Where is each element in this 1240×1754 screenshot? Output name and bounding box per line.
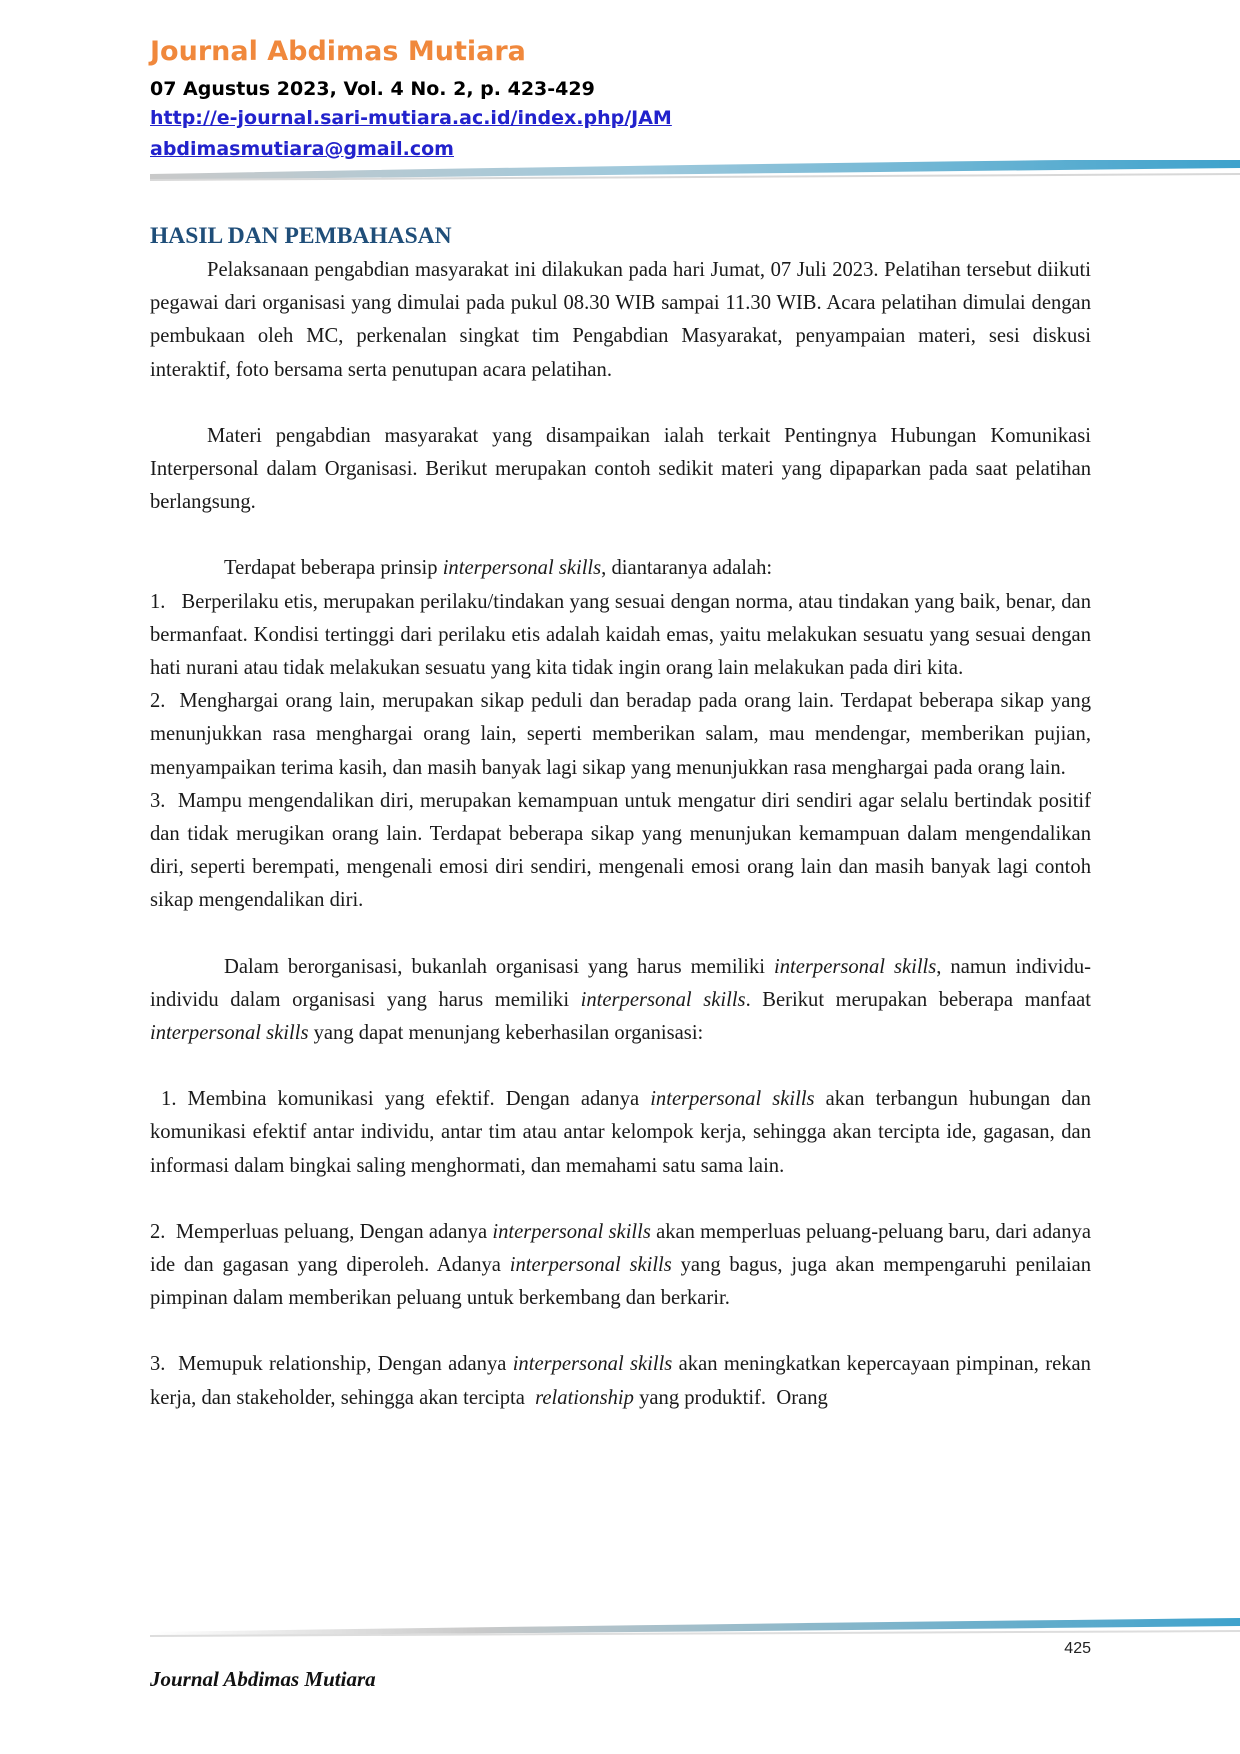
list-item: 3. Mampu mengendalikan diri, merupakan kemampuan untuk mengatur diri sendiri agar selalu bertindak positif dan tidak merugikan orang lain. Terdapat beberapa sikap yang menunjukan kemampuan dalam mengendalikan diri, seperti berempati, mengenali emosi diri sendiri, mengenali emosi orang lain dan masih banyak lagi contoh sikap mengendalikan diri. bbox=[150, 789, 1091, 912]
footer-journal-title: Journal Abdimas Mutiara bbox=[150, 1667, 376, 1691]
section-heading: HASIL DAN PEMBAHASAN bbox=[150, 223, 452, 249]
list-item: 3. Memupuk relationship, Dengan adanya interpersonal skills akan meningkatkan kepercayaan pimpinan, rekan kerja, dan stakeholder, sehingga akan tercipta relationship yang produktif. Orang bbox=[150, 1353, 1091, 1409]
paragraph: Terdapat beberapa prinsip interpersonal skills, diantaranya adalah: bbox=[224, 557, 773, 580]
header-divider bbox=[150, 160, 1240, 184]
footer-divider bbox=[150, 1616, 1240, 1640]
journal-title: Journal Abdimas Mutiara bbox=[150, 36, 526, 67]
list-item: 2. Memperluas peluang, Dengan adanya interpersonal skills akan memperluas peluang-peluang baru, dari adanya ide dan gagasan yang diperoleh. Adanya interpersonal skills yang bagus, juga akan mempengaruhi penilaian pimpinan dalam memberikan peluang untuk berkembang dan berkarir. bbox=[150, 1220, 1092, 1310]
article-body bbox=[150, 218, 1091, 1415]
paragraph: Materi pengabdian masyarakat yang disampaikan ialah terkait Pentingnya Hubungan Komunikasi Interpersonal dalam Organisasi. Berikut merupakan contoh sedikit materi yang dipaparkan pada saat pelatihan berlangsung. bbox=[150, 424, 1091, 514]
issue-info: 07 Agustus 2023, Vol. 4 No. 2, p. 423-429 bbox=[150, 78, 595, 100]
paragraph: Pelaksanaan pengabdian masyarakat ini dilakukan pada hari Jumat, 07 Juli 2023. Pelatihan tersebut diikuti pegawai dari organisasi yang dimulai pada pukul 08.30 WIB sampai 11.30 WIB. Acara pelatihan dimulai dengan pembukaan oleh MC, perkenalan singkat tim Pengabdian Masyarakat, penyampaian materi, sesi diskusi interaktif, foto bersama serta penutupan acara pelatihan. bbox=[150, 259, 1091, 381]
list-item: 1. Membina komunikasi yang efektif. Dengan adanya interpersonal skills akan terbangun hubungan dan komunikasi efektif antar individu, antar tim atau antar kelompok kerja, sehingga akan tercipta ide, gagasan, dan informasi dalam bingkai saling menghormati, dan memahami satu sama lain. bbox=[150, 1088, 1091, 1177]
page-number: 425 bbox=[1064, 1640, 1091, 1657]
list-item: 1. Berperilaku etis, merupakan perilaku/tindakan yang sesuai dengan norma, atau tindakan yang baik, benar, dan bermanfaat. Kondisi tertinggi dari perilaku etis adalah kaidah emas, yaitu melakukan sesuatu yang sesuai dengan hati nurani atau tidak melakukan sesuatu yang kita tidak ingin orang lain melakukan pada diri kita. bbox=[150, 590, 1091, 680]
list-item: 2. Menghargai orang lain, merupakan sikap peduli dan beradap pada orang lain. Terdapat beberapa sikap yang menunjukkan rasa menghargai orang lain, seperti memberikan salam, mau mendengar, memberikan pujian, menyampaikan terima kasih, dan masih banyak lagi sikap yang menunjukkan rasa menghargai pada orang lain. bbox=[150, 690, 1091, 779]
paragraph: Dalam berorganisasi, bukanlah organisasi yang harus memiliki interpersonal skills, namun individu-individu dalam organisasi yang harus memiliki interpersonal skills. Berikut merupakan beberapa manfaat interpersonal skills yang dapat menunjang keberhasilan organisasi: bbox=[150, 955, 1091, 1045]
journal-email-link[interactable]: abdimasmutiara@gmail.com bbox=[150, 138, 454, 160]
journal-url-link[interactable]: http://e-journal.sari-mutiara.ac.id/index.php/JAM bbox=[150, 107, 672, 129]
